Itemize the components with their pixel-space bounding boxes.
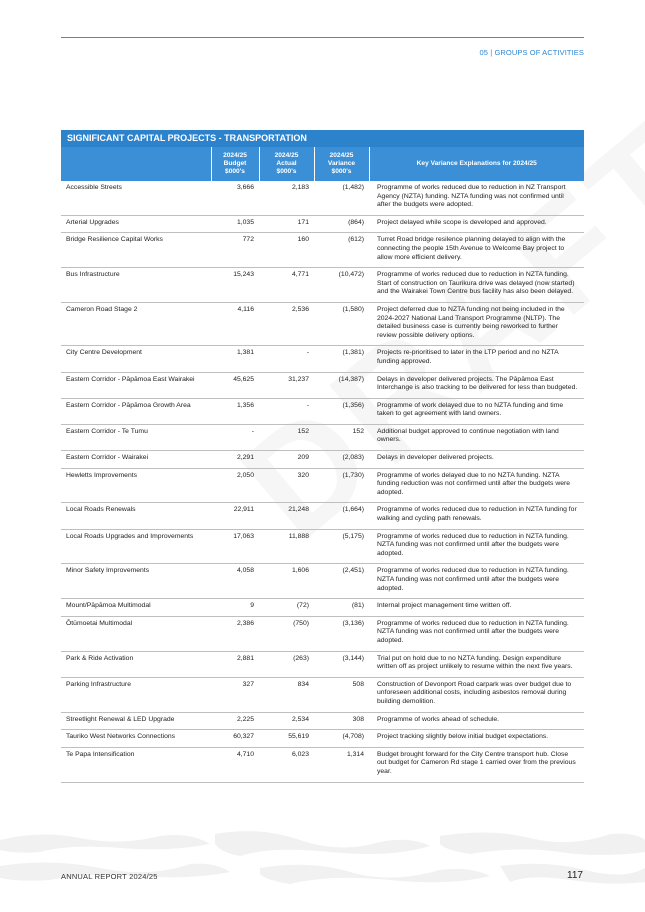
- budget-cell: 4,058: [211, 564, 259, 599]
- table-row: [61, 424, 584, 450]
- variance-cell: (2,083): [314, 451, 369, 469]
- budget-cell: -: [211, 424, 259, 450]
- explanation-cell: Programme of works reduced due to reduction in NZTA funding. Start of construction on Taurikura drive was delayed (now started) and the Wairakei Town Centre bus facility has also been delayed.: [369, 268, 584, 303]
- explanation-cell: Programme of works reduced due to reduction in NZTA funding. NZTA funding was not confirmed until after the budgets were adopted.: [369, 564, 584, 599]
- table-row: [61, 503, 584, 529]
- capital-projects-table-container: [61, 130, 584, 783]
- actual-cell: -: [259, 346, 314, 372]
- table-row: [61, 398, 584, 424]
- budget-cell: 22,911: [211, 503, 259, 529]
- page-number: 117: [567, 870, 583, 881]
- table-row: [61, 599, 584, 617]
- project-cell: Park & Ride Activation: [61, 651, 211, 677]
- variance-cell: (3,136): [314, 616, 369, 651]
- actual-cell: (750): [259, 616, 314, 651]
- footer-report-title: ANNUAL REPORT 2024/25: [61, 872, 158, 881]
- variance-cell: (1,482): [314, 181, 369, 215]
- actual-cell: 6,023: [259, 747, 314, 782]
- table-row: [61, 215, 584, 233]
- project-cell: Mount/Pāpāmoa Multimodal: [61, 599, 211, 617]
- actual-cell: -: [259, 398, 314, 424]
- project-cell: Eastern Corridor - Pāpāmoa East Wairakei: [61, 372, 211, 398]
- actual-cell: 4,771: [259, 268, 314, 303]
- project-cell: Local Roads Upgrades and Improvements: [61, 529, 211, 564]
- actual-cell: 55,619: [259, 730, 314, 748]
- project-cell: Local Roads Renewals: [61, 503, 211, 529]
- explanation-cell: Project deferred due to NZTA funding not being included in the 2024-2027 National Land Transport Programme (NLTP). The detailed business case is currently being reworked to further review possible delivery options.: [369, 302, 584, 345]
- column-header-budget: 2024/25 Budget $000's: [211, 147, 259, 181]
- budget-cell: 2,386: [211, 616, 259, 651]
- variance-cell: (864): [314, 215, 369, 233]
- header-rule: [61, 37, 584, 38]
- section-label: 05 | GROUPS OF ACTIVITIES: [479, 48, 584, 57]
- budget-cell: 2,291: [211, 451, 259, 469]
- variance-cell: (1,730): [314, 468, 369, 503]
- explanation-cell: Budget brought forward for the City Centre transport hub. Close out budget for Cameron Rd stage 1 carried over from the previous year.: [369, 747, 584, 782]
- variance-cell: (1,664): [314, 503, 369, 529]
- explanation-cell: Internal project management time written off.: [369, 599, 584, 617]
- explanation-cell: Programme of works reduced due to reduction in NZ Transport Agency (NZTA) funding. NZTA funding was not confirmed until after the budgets were adopted.: [369, 181, 584, 215]
- actual-cell: 171: [259, 215, 314, 233]
- column-header-explanation: Key Variance Explanations for 2024/25: [369, 147, 584, 181]
- variance-cell: 1,314: [314, 747, 369, 782]
- project-cell: Eastern Corridor - Wairakei: [61, 451, 211, 469]
- explanation-cell: Trial put on hold due to no NZTA funding. Design expenditure written off as project unlikely to resume within the next five years.: [369, 651, 584, 677]
- project-cell: Tauriko West Networks Connections: [61, 730, 211, 748]
- explanation-cell: Additional budget approved to continue negotiation with land owners.: [369, 424, 584, 450]
- footer-decoration: [0, 822, 645, 912]
- variance-cell: (14,387): [314, 372, 369, 398]
- table-title: SIGNIFICANT CAPITAL PROJECTS - TRANSPORTATION: [61, 130, 584, 147]
- table-row: [61, 651, 584, 677]
- actual-cell: 31,237: [259, 372, 314, 398]
- project-cell: Bridge Resilience Capital Works: [61, 233, 211, 268]
- table-row: [61, 529, 584, 564]
- actual-cell: 21,248: [259, 503, 314, 529]
- variance-cell: 508: [314, 677, 369, 712]
- table-row: [61, 564, 584, 599]
- actual-cell: 320: [259, 468, 314, 503]
- table-row: [61, 302, 584, 345]
- variance-cell: (2,451): [314, 564, 369, 599]
- project-cell: Parking Infrastructure: [61, 677, 211, 712]
- budget-cell: 2,050: [211, 468, 259, 503]
- variance-cell: 308: [314, 712, 369, 730]
- variance-cell: (612): [314, 233, 369, 268]
- project-cell: Ōtūmoetai Multimodal: [61, 616, 211, 651]
- table-row: [61, 233, 584, 268]
- explanation-cell: Delays in developer delivered projects. The Pāpāmoa East Interchange is also tracking to be delivered for less than budgeted.: [369, 372, 584, 398]
- budget-cell: 772: [211, 233, 259, 268]
- variance-cell: (1,580): [314, 302, 369, 345]
- column-header-variance: 2024/25 Variance $000's: [314, 147, 369, 181]
- explanation-cell: Turret Road bridge resilence planning delayed to align with the connecting the people 15th Avenue to Welcome Bay project to allow more efficient delivery.: [369, 233, 584, 268]
- budget-cell: 4,710: [211, 747, 259, 782]
- variance-cell: (5,175): [314, 529, 369, 564]
- budget-cell: 4,116: [211, 302, 259, 345]
- actual-cell: 160: [259, 233, 314, 268]
- project-cell: Accessible Streets: [61, 181, 211, 215]
- explanation-cell: Programme of works delayed due to no NZTA funding. NZTA funding reduction was not confirmed until after the budgets were adopted.: [369, 468, 584, 503]
- project-cell: Minor Safety Improvements: [61, 564, 211, 599]
- budget-cell: 15,243: [211, 268, 259, 303]
- variance-cell: (81): [314, 599, 369, 617]
- explanation-cell: Programme of works reduced due to reduction in NZTA funding. NZTA funding was not confirmed until after the budgets were adopted.: [369, 616, 584, 651]
- budget-cell: 327: [211, 677, 259, 712]
- table-row: [61, 677, 584, 712]
- actual-cell: 834: [259, 677, 314, 712]
- table-row: [61, 268, 584, 303]
- table-row: [61, 712, 584, 730]
- actual-cell: 152: [259, 424, 314, 450]
- explanation-cell: Project tracking slightly below initial budget expectations.: [369, 730, 584, 748]
- variance-cell: 152: [314, 424, 369, 450]
- table-body: [61, 181, 584, 782]
- budget-cell: 2,881: [211, 651, 259, 677]
- project-cell: Arterial Upgrades: [61, 215, 211, 233]
- explanation-cell: Programme of works ahead of schedule.: [369, 712, 584, 730]
- explanation-cell: Project delayed while scope is developed and approved.: [369, 215, 584, 233]
- capital-projects-table: [61, 147, 584, 783]
- variance-cell: (1,381): [314, 346, 369, 372]
- project-cell: Eastern Corridor - Te Tumu: [61, 424, 211, 450]
- table-row: [61, 372, 584, 398]
- budget-cell: 17,063: [211, 529, 259, 564]
- explanation-cell: Construction of Devonport Road carpark was over budget due to unforeseen additional costs, including asbestos removal during building demolition.: [369, 677, 584, 712]
- table-row: [61, 346, 584, 372]
- actual-cell: (263): [259, 651, 314, 677]
- project-cell: Bus Infrastructure: [61, 268, 211, 303]
- explanation-cell: Programme of works reduced due to reduction in NZTA funding. NZTA funding was not confirmed until after the budgets were adopted.: [369, 529, 584, 564]
- table-row: [61, 451, 584, 469]
- budget-cell: 9: [211, 599, 259, 617]
- variance-cell: (3,144): [314, 651, 369, 677]
- budget-cell: 2,225: [211, 712, 259, 730]
- budget-cell: 1,356: [211, 398, 259, 424]
- project-cell: Hewletts Improvements: [61, 468, 211, 503]
- table-row: [61, 616, 584, 651]
- explanation-cell: Delays in developer delivered projects.: [369, 451, 584, 469]
- explanation-cell: Projects re-prioritised to later in the LTP period and no NZTA funding approved.: [369, 346, 584, 372]
- project-cell: Eastern Corridor - Pāpāmoa Growth Area: [61, 398, 211, 424]
- project-cell: Te Papa Intensification: [61, 747, 211, 782]
- project-cell: Cameron Road Stage 2: [61, 302, 211, 345]
- actual-cell: 2,534: [259, 712, 314, 730]
- explanation-cell: Programme of work delayed due to no NZTA funding and time taken to get agreement with land owners.: [369, 398, 584, 424]
- actual-cell: 1,606: [259, 564, 314, 599]
- table-row: [61, 181, 584, 215]
- budget-cell: 3,666: [211, 181, 259, 215]
- budget-cell: 1,381: [211, 346, 259, 372]
- table-row: [61, 730, 584, 748]
- project-cell: City Centre Development: [61, 346, 211, 372]
- variance-cell: (10,472): [314, 268, 369, 303]
- actual-cell: 2,536: [259, 302, 314, 345]
- variance-cell: (4,708): [314, 730, 369, 748]
- actual-cell: 209: [259, 451, 314, 469]
- budget-cell: 1,035: [211, 215, 259, 233]
- budget-cell: 60,327: [211, 730, 259, 748]
- project-cell: Streetlight Renewal & LED Upgrade: [61, 712, 211, 730]
- column-header-actual: 2024/25 Actual $000's: [259, 147, 314, 181]
- actual-cell: 2,183: [259, 181, 314, 215]
- column-header-project: [61, 147, 211, 181]
- variance-cell: (1,356): [314, 398, 369, 424]
- table-row: [61, 747, 584, 782]
- budget-cell: 45,625: [211, 372, 259, 398]
- actual-cell: 11,888: [259, 529, 314, 564]
- actual-cell: (72): [259, 599, 314, 617]
- table-row: [61, 468, 584, 503]
- table-header-row: [61, 147, 584, 181]
- explanation-cell: Programme of works reduced due to reduction in NZTA funding for walking and cycling path renewals.: [369, 503, 584, 529]
